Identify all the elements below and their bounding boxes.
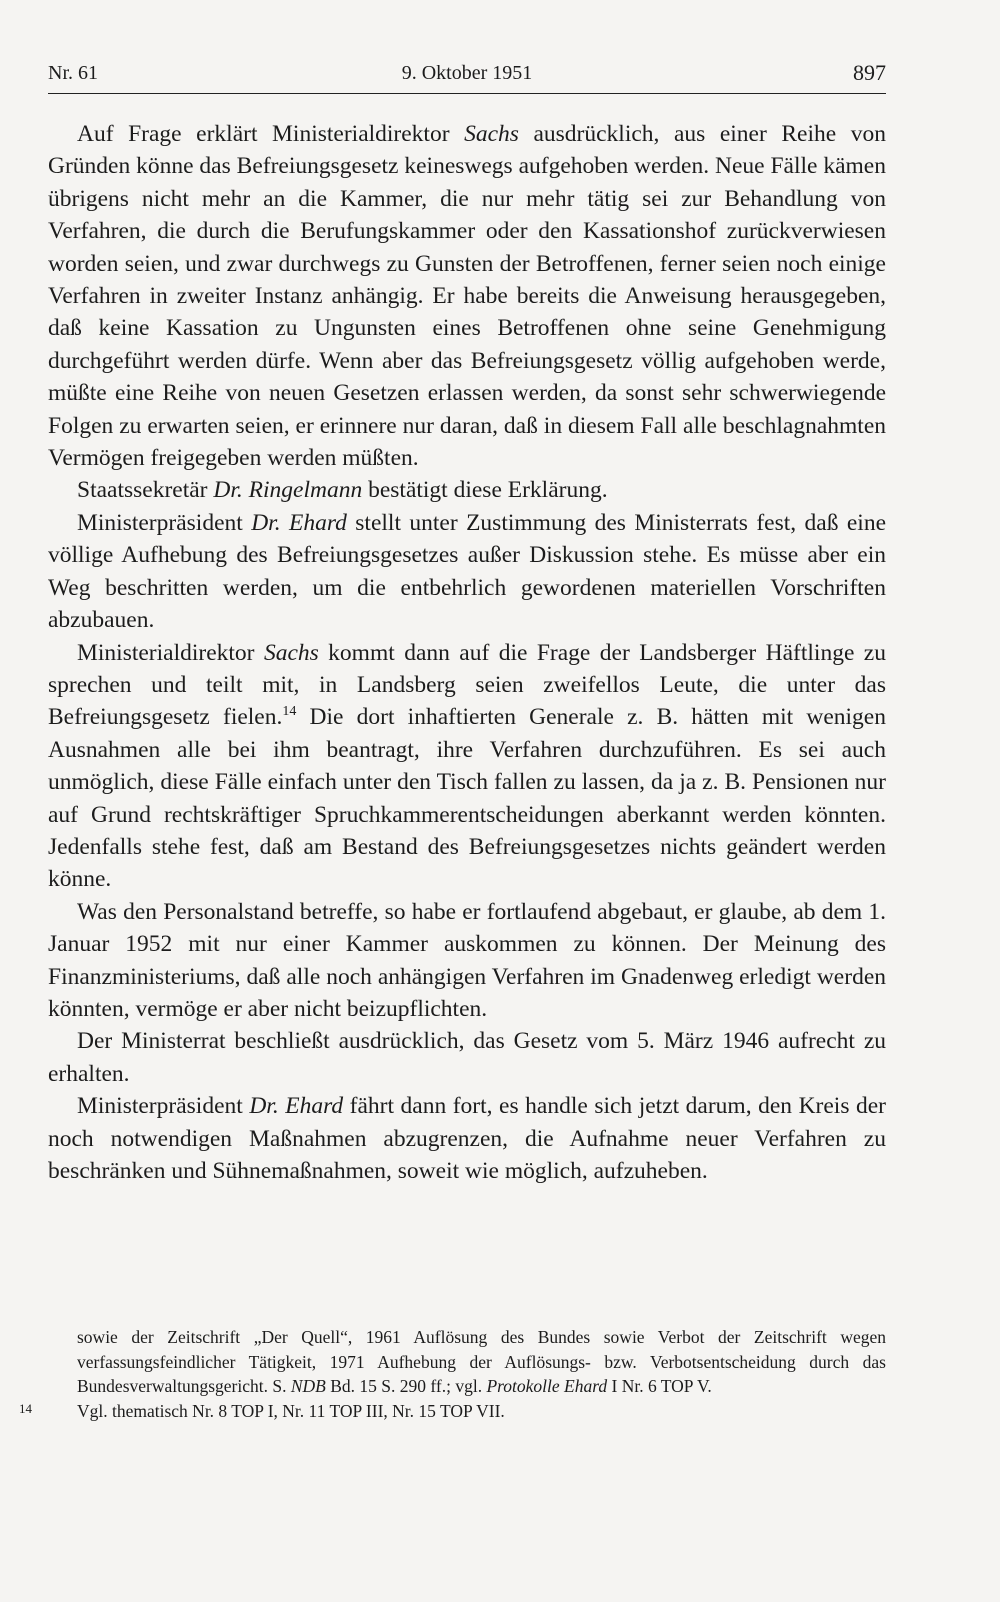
document-number: Nr. 61: [48, 62, 98, 84]
paragraph-5: Was den Personalstand betreffe, so habe er fortlaufend abgebaut, er glaube, ab dem 1. Januar 1952 mit nur einer Kammer auskommen zu können. Der Meinung des Finanzministeriums, daß alle noch anhängigen Verfahren im Gnadenweg erledigt werden könnten, vermöge er aber nicht beizupflichten.: [48, 898, 886, 1022]
speaker-name: Sachs: [263, 639, 319, 666]
speaker-name: Dr. Ringelmann: [213, 477, 363, 504]
speaker-name: Dr. Ehard: [249, 1093, 344, 1120]
footnotes: [19, 1325, 886, 1423]
speaker-name: Dr. Ehard: [251, 509, 347, 536]
paragraph-6: Der Ministerrat beschließt ausdrücklich, das Gesetz vom 5. März 1946 aufrecht zu erhalten.: [48, 1028, 886, 1087]
running-header: [48, 58, 886, 88]
header-date: 9. Oktober 1951: [401, 62, 533, 84]
paragraph-1: Auf Frage erklärt Ministerialdirektor Sachs ausdrücklich, aus einer Reihe von Gründen könne das Befreiungsgesetz keineswegs aufgehoben werden. Neue Fälle kämen übrigens nicht mehr an die Kammer, die nur mehr tätig sei zur Behandlung von Verfahren, die durch die Berufungskammer oder den Kassationshof zurückverwiesen worden seien, und zwar durchwegs zu Gunsten der Betroffenen, ferner seien noch einige Verfahren in zweiter Instanz anhängig. Er habe bereits die Anweisung herausgegeben, daß keine Kassation zu Ungunsten eines Betroffenen ohne seine Genehmigung durchgeführt werden dürfe. Wenn aber das Befreiungsgesetz völlig aufgehoben werde, müßte eine Reihe von neuen Gesetzen erlassen werden, da sonst sehr schwerwiegende Folgen zu erwarten seien, er erinnere nur daran, daß in diesem Fall alle beschlagnahmten Vermögen freigegeben werden müßten.: [48, 121, 886, 472]
footnote-text: Vgl. thematisch Nr. 8 TOP I, Nr. 11 TOP III, Nr. 15 TOP VII.: [77, 1400, 505, 1421]
footnote-number: 14: [19, 1400, 32, 1416]
speaker-name: Sachs: [464, 121, 519, 147]
paragraph-4: Ministerialdirektor Sachs kommt dann auf die Frage der Landsberger Häftlinge zu sprechen und teilt mit, in Landsberg seien zweifellos Leute, die unter das Befreiungsgesetz fielen.$^{14}$ Die dort inhaftierten Generale z. B. hätten mit wenigen Ausnahmen alle bei ihm beantragt, ihre Verfahren durchzuführen. Es sei auch unmöglich, diese Fälle einfach unter den Tisch fallen zu lassen, da ja z. B. Pensionen nur auf Grund rechtskräftiger Spruchkammerentscheidungen aberkannt werden könnten. Jedenfalls stehe fest, daß am Bestand des Befreiungsgesetzes nichts geändert werden könne.: [48, 639, 886, 893]
paragraph-3: Ministerpräsident Dr. Ehard stellt unter Zustimmung des Ministerrats fest, daß eine völlige Aufhebung des Befreiungsgesetzes außer Diskussion stehe. Es müsse aber ein Weg beschritten werden, um die entbehrlich gewordenen materiellen Vorschriften abzubauen.: [48, 509, 887, 634]
main-text: [48, 118, 886, 1187]
page-number: 897: [853, 60, 886, 85]
footnote-reference[interactable]: 14: [282, 704, 297, 720]
paragraph-2: Staatssekretär Dr. Ringelmann bestätigt diese Erklärung.: [77, 477, 608, 504]
header-rule: [48, 93, 886, 94]
footnote-continuation: sowie der Zeitschrift „Der Quell“, 1961 Auflösung des Bundes sowie Verbot der Zeitschrift wegen verfassungsfeindlicher Tätigkeit, 1971 Aufhebung der Auflösungs- bzw. Verbotsentscheidung durch das Bundesverwaltungsgericht. S. NDB Bd. 15 S. 290 ff.; vgl. Protokolle Ehard I Nr. 6 TOP V.: [77, 1327, 886, 1396]
footnote-14: [19, 1399, 886, 1424]
paragraph-7: Ministerpräsident Dr. Ehard fährt dann fort, es handle sich jetzt darum, den Kreis der noch notwendigen Maßnahmen abzugrenzen, die Aufnahme neuer Verfahren zu beschränken und Sühnemaßnahmen, soweit wie möglich, aufzuheben.: [48, 1093, 887, 1184]
